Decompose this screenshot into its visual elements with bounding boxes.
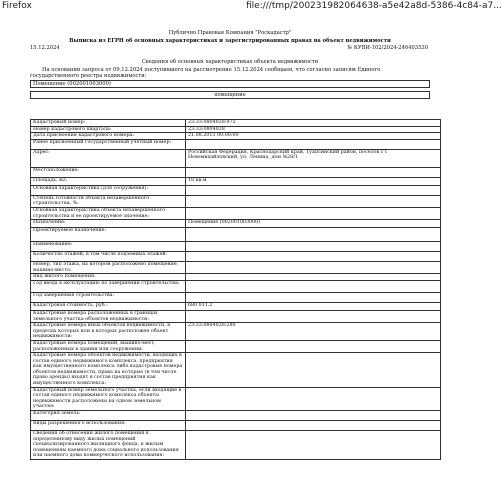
document-title: Выписка из ЕГРН об основных характеристиках и зарегистрированных правах на объект недвижимости [69, 38, 391, 44]
document-number: № КУВИ-102/2024-246403530 [347, 45, 428, 51]
row-value [186, 139, 441, 149]
row-label: Вид жилого помещения: [31, 274, 186, 281]
row-label: Кадастровые номера помещений, машино-мест, расположенных в здании или сооружении: [31, 340, 186, 352]
row-value [186, 421, 441, 431]
object-type-label: Помещение (002001003000) [30, 80, 430, 88]
row-label: Площадь, м2: [31, 177, 186, 185]
table-row [31, 262, 441, 274]
row-label: Назначение: [31, 220, 186, 228]
row-label: Кадастровый номер: [31, 120, 186, 127]
row-label: Номер кадастрового квартала: [31, 126, 186, 133]
row-label: Кадастровый номер земельного участка, если входящие в состав единого недвижимого комплекса объекты недвижимости расположены на одном земельном участке: [31, 387, 186, 410]
url-field[interactable]: file:///tmp/200231982064638-a5e42a8d-5386-4c84-a7... [246, 1, 502, 11]
table-row [31, 185, 441, 195]
app-name: Firefox [2, 1, 32, 11]
row-label: Ранее присвоенный государственный учетный номер: [31, 139, 186, 149]
intro-paragraph: На основании запроса от 09.12.2024 поступившего на рассмотрение 15.12.2024 сообщаем, что согласно записям Единого государственного реестра недвижимости: [30, 67, 381, 80]
row-label: Кадастровая стоимость, руб.: [31, 302, 186, 310]
table-row [31, 411, 441, 421]
row-label: Местоположение: [31, 167, 186, 177]
row-value [186, 228, 441, 242]
table-row [31, 195, 441, 207]
row-label: Номер, тип этажа, на котором расположено помещение, машино-место: [31, 262, 186, 274]
row-label: Дата присвоения кадастрового номера: [31, 133, 186, 140]
row-value [186, 280, 441, 292]
table-row [31, 353, 441, 388]
row-label: Кадастровые номера расположенных в границах земельного участка объектов недвижимости: [31, 310, 186, 322]
object-type-value: помещение [30, 91, 430, 99]
table-row [31, 139, 441, 149]
section-title: Сведения об основных характеристиках объекта недвижимости [141, 59, 319, 65]
table-row [31, 310, 441, 322]
table-row [31, 133, 441, 140]
row-value [186, 411, 441, 421]
row-label: Количество этажей, в том числе подземных этажей: [31, 252, 186, 262]
table-row [31, 220, 441, 228]
characteristics-table [30, 119, 441, 460]
row-value [186, 310, 441, 322]
row-value [186, 195, 441, 207]
table-row [31, 323, 441, 341]
document-date: 15.12.2024 [30, 45, 60, 51]
row-label: Категория земель: [31, 411, 186, 421]
table-row [31, 120, 441, 127]
table-row [31, 167, 441, 177]
row-value: 21.08.2013 00:00:00 [186, 133, 441, 140]
document-page [0, 14, 460, 480]
table-row [31, 431, 441, 460]
row-label: Степень готовности объекта незавершенного строительства, %: [31, 195, 186, 207]
row-label: Основная характеристика (для сооружения): [31, 185, 186, 195]
row-label: Кадастровые номера иных объектов недвижимости, в пределах которых или в которых расположен объект недвижимости: [31, 323, 186, 341]
row-value: 18 кв.м [186, 177, 441, 185]
row-value: Помещение (002001003000) [186, 220, 441, 228]
table-row [31, 207, 441, 219]
row-label: Год завершения строительства: [31, 292, 186, 302]
row-value [186, 292, 441, 302]
table-row [31, 177, 441, 185]
row-value [186, 431, 441, 460]
table-row [31, 302, 441, 310]
row-value [186, 262, 441, 274]
row-label: Год ввода в эксплуатацию по завершении строительства: [31, 280, 186, 292]
row-value [186, 387, 441, 410]
table-row [31, 387, 441, 410]
row-label: Наименование: [31, 242, 186, 252]
table-row [31, 274, 441, 281]
browser-titlebar [0, 0, 502, 14]
row-label: Кадастровые номера объектов недвижимости, входящих в состав единого недвижимого комплекса, предприятия как имущественного комплекса либо кадастровые номера объектов недвижимости, права на которые (в том числе право аренды) входят в состав предприятия как имущественного комплекса: [31, 353, 186, 388]
row-value [186, 185, 441, 195]
table-row [31, 280, 441, 292]
row-label: Сведения об отнесении жилого помещения к определенному виду жилых помещений специализированного жилищного фонда, к жилым помещениям наемного дома социального использования или наемного дома коммерческого использования: [31, 431, 186, 460]
table-row [31, 340, 441, 352]
table-row [31, 149, 441, 167]
org-name: Публично Правовая Компания "Роскадастр" [168, 30, 292, 36]
table-row [31, 242, 441, 252]
row-value: 680 011.2 [186, 302, 441, 310]
table-row [31, 228, 441, 242]
row-value: 23:33:0804028:280 [186, 323, 441, 341]
row-label: Проектируемое назначение: [31, 228, 186, 242]
row-value [186, 274, 441, 281]
row-label: Адрес: [31, 149, 186, 167]
table-row [31, 292, 441, 302]
table-row [31, 126, 441, 133]
row-label: Основная характеристика объекта незавершенного строительства и ее проектируемое значение: [31, 207, 186, 219]
row-value [186, 252, 441, 262]
row-value: 23:33:0804028:975 [186, 120, 441, 127]
row-value [186, 353, 441, 388]
row-value: 23:33:0804028 [186, 126, 441, 133]
table-row [31, 421, 441, 431]
row-value [186, 167, 441, 177]
table-row [31, 252, 441, 262]
row-value: Российская Федерация, Краснодарский край, Туапсинский район, поселок ГТ Новомихайловский, ул. Ленина, дом №28/1 [186, 149, 441, 167]
row-value [186, 242, 441, 252]
row-value [186, 340, 441, 352]
row-value [186, 207, 441, 219]
row-label: Виды разрешенного использования: [31, 421, 186, 431]
